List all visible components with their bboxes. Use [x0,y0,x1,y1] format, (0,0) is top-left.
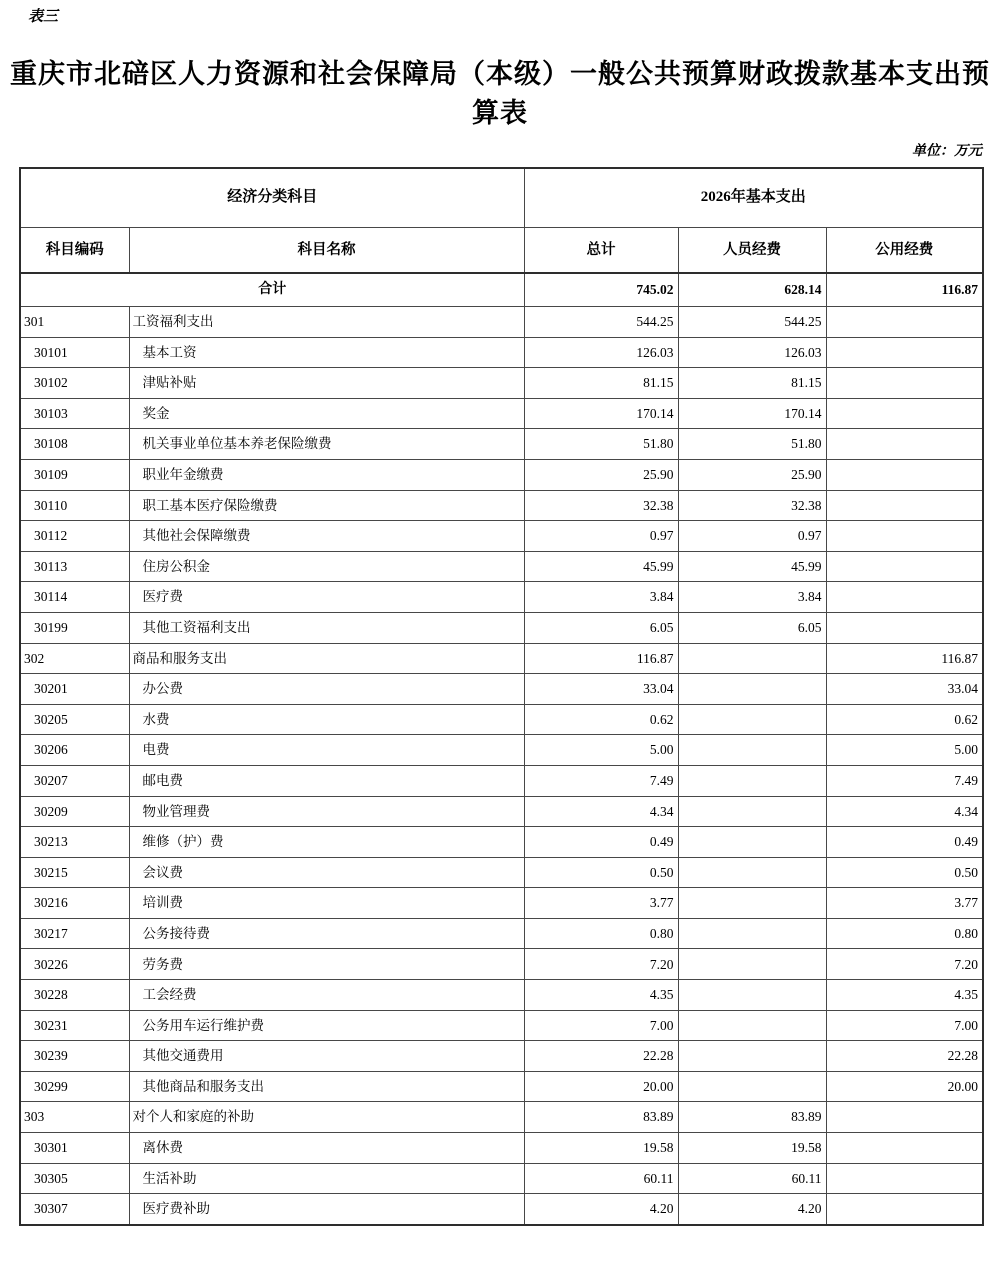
header-subject-name: 科目名称 [129,228,524,274]
subject-name-cell: 邮电费 [129,765,524,796]
subject-code-cell: 30239 [20,1041,129,1072]
total-cell: 0.50 [524,857,678,888]
public-cell: 20.00 [826,1071,983,1102]
personnel-cell [678,674,826,705]
public-cell: 7.00 [826,1010,983,1041]
subject-code-cell: 30109 [20,459,129,490]
personnel-cell: 6.05 [678,612,826,643]
personnel-cell: 45.99 [678,551,826,582]
public-cell [826,307,983,338]
total-cell: 22.28 [524,1041,678,1072]
subject-code-cell: 30299 [20,1071,129,1102]
total-cell: 116.87 [524,643,678,674]
subject-name-cell: 离休费 [129,1133,524,1164]
total-cell: 19.58 [524,1133,678,1164]
total-cell: 25.90 [524,459,678,490]
total-cell: 170.14 [524,398,678,429]
subject-name-cell: 津贴补贴 [129,368,524,399]
public-cell [826,1133,983,1164]
public-cell: 0.50 [826,857,983,888]
personnel-cell: 51.80 [678,429,826,460]
grand-total-label: 合计 [20,273,524,307]
public-cell: 0.49 [826,827,983,858]
subject-name-cell: 机关事业单位基本养老保险缴费 [129,429,524,460]
subject-name-cell: 办公费 [129,674,524,705]
table-row [20,980,983,1011]
subject-code-cell: 301 [20,307,129,338]
personnel-cell: 19.58 [678,1133,826,1164]
total-cell: 0.49 [524,827,678,858]
subject-name-cell: 其他交通费用 [129,1041,524,1072]
subject-code-cell: 302 [20,643,129,674]
header-economic-classification: 经济分类科目 [20,168,524,228]
subject-code-cell: 30108 [20,429,129,460]
subject-code-cell: 30206 [20,735,129,766]
public-cell [826,521,983,552]
public-cell [826,1194,983,1225]
subject-code-cell: 30199 [20,612,129,643]
subject-code-cell: 30112 [20,521,129,552]
personnel-cell: 32.38 [678,490,826,521]
public-cell [826,1102,983,1133]
total-cell: 32.38 [524,490,678,521]
personnel-cell [678,765,826,796]
subject-name-cell: 职业年金缴费 [129,459,524,490]
table-row [20,674,983,705]
table-row [20,857,983,888]
personnel-cell: 126.03 [678,337,826,368]
subject-name-cell: 物业管理费 [129,796,524,827]
grand-total-total: 745.02 [524,273,678,307]
table-row [20,459,983,490]
public-cell: 0.80 [826,918,983,949]
subject-code-cell: 30217 [20,918,129,949]
personnel-cell [678,735,826,766]
total-cell: 6.05 [524,612,678,643]
subject-code-cell: 30209 [20,796,129,827]
public-cell: 22.28 [826,1041,983,1072]
subject-code-cell: 30201 [20,674,129,705]
table-row [20,888,983,919]
total-cell: 0.97 [524,521,678,552]
table-row [20,1102,983,1133]
personnel-cell: 170.14 [678,398,826,429]
total-cell: 81.15 [524,368,678,399]
personnel-cell [678,827,826,858]
total-cell: 4.35 [524,980,678,1011]
personnel-cell [678,1010,826,1041]
subject-code-cell: 30102 [20,368,129,399]
table-row [20,796,983,827]
table-row [20,735,983,766]
page-title: 重庆市北碚区人力资源和社会保障局（本级）一般公共预算财政拨款基本支出预算表 [10,59,990,128]
subject-name-cell: 奖金 [129,398,524,429]
subject-code-cell: 30114 [20,582,129,613]
subject-code-cell: 30110 [20,490,129,521]
table-row [20,612,983,643]
subject-code-cell: 30103 [20,398,129,429]
total-cell: 7.20 [524,949,678,980]
header-personnel-funds: 人员经费 [678,228,826,274]
header-public-funds: 公用经费 [826,228,983,274]
public-cell: 4.34 [826,796,983,827]
public-cell: 4.35 [826,980,983,1011]
header-columns-row [20,228,983,274]
subject-name-cell: 其他工资福利支出 [129,612,524,643]
table-row [20,1071,983,1102]
total-cell: 3.84 [524,582,678,613]
total-cell: 7.00 [524,1010,678,1041]
public-cell [826,551,983,582]
subject-code-cell: 30207 [20,765,129,796]
subject-name-cell: 其他社会保障缴费 [129,521,524,552]
personnel-cell [678,918,826,949]
subject-name-cell: 水费 [129,704,524,735]
subject-name-cell: 生活补助 [129,1163,524,1194]
subject-name-cell: 培训费 [129,888,524,919]
subject-name-cell: 劳务费 [129,949,524,980]
subject-name-cell: 其他商品和服务支出 [129,1071,524,1102]
personnel-cell [678,643,826,674]
public-cell [826,1163,983,1194]
table-number-label: 表三 [28,9,59,25]
unit-note: 单位：万元 [912,144,982,159]
total-cell: 0.62 [524,704,678,735]
table-row [20,582,983,613]
header-group-row [20,168,983,228]
total-cell: 33.04 [524,674,678,705]
total-cell: 3.77 [524,888,678,919]
table-row [20,1133,983,1164]
public-cell [826,612,983,643]
personnel-cell [678,1071,826,1102]
public-cell [826,337,983,368]
personnel-cell [678,980,826,1011]
personnel-cell: 3.84 [678,582,826,613]
subject-name-cell: 住房公积金 [129,551,524,582]
subject-name-cell: 医疗费 [129,582,524,613]
total-cell: 5.00 [524,735,678,766]
total-cell: 4.20 [524,1194,678,1225]
table-row [20,949,983,980]
subject-code-cell: 30216 [20,888,129,919]
personnel-cell [678,888,826,919]
subject-code-cell: 30305 [20,1163,129,1194]
table-row [20,429,983,460]
public-cell [826,429,983,460]
subject-code-cell: 30307 [20,1194,129,1225]
table-row [20,1163,983,1194]
subject-name-cell: 电费 [129,735,524,766]
table-row [20,918,983,949]
subject-name-cell: 维修（护）费 [129,827,524,858]
subject-code-cell: 303 [20,1102,129,1133]
subject-code-cell: 30231 [20,1010,129,1041]
subject-name-cell: 医疗费补助 [129,1194,524,1225]
grand-total-personnel: 628.14 [678,273,826,307]
grand-total-row [20,273,983,307]
subject-name-cell: 职工基本医疗保险缴费 [129,490,524,521]
subject-code-cell: 30113 [20,551,129,582]
table-row [20,521,983,552]
public-cell: 7.49 [826,765,983,796]
table-row [20,704,983,735]
personnel-cell: 4.20 [678,1194,826,1225]
subject-code-cell: 30213 [20,827,129,858]
personnel-cell [678,704,826,735]
public-cell [826,582,983,613]
personnel-cell [678,949,826,980]
personnel-cell [678,796,826,827]
public-cell: 3.77 [826,888,983,919]
total-cell: 4.34 [524,796,678,827]
total-cell: 60.11 [524,1163,678,1194]
table-row [20,827,983,858]
table-row [20,1010,983,1041]
table-row [20,337,983,368]
table-row [20,1041,983,1072]
table-row [20,643,983,674]
public-cell: 5.00 [826,735,983,766]
public-cell [826,459,983,490]
table-row [20,551,983,582]
table-row [20,765,983,796]
subject-code-cell: 30228 [20,980,129,1011]
subject-code-cell: 30101 [20,337,129,368]
personnel-cell: 544.25 [678,307,826,338]
table-row [20,398,983,429]
personnel-cell: 25.90 [678,459,826,490]
personnel-cell [678,857,826,888]
table-row [20,490,983,521]
subject-name-cell: 公务用车运行维护费 [129,1010,524,1041]
personnel-cell: 0.97 [678,521,826,552]
public-cell: 0.62 [826,704,983,735]
subject-name-cell: 会议费 [129,857,524,888]
subject-name-cell: 商品和服务支出 [129,643,524,674]
total-cell: 7.49 [524,765,678,796]
personnel-cell: 83.89 [678,1102,826,1133]
header-2026-basic-expenditure: 2026年基本支出 [524,168,983,228]
total-cell: 0.80 [524,918,678,949]
total-cell: 544.25 [524,307,678,338]
total-cell: 20.00 [524,1071,678,1102]
subject-name-cell: 工资福利支出 [129,307,524,338]
subject-code-cell: 30226 [20,949,129,980]
total-cell: 45.99 [524,551,678,582]
header-total: 总计 [524,228,678,274]
total-cell: 83.89 [524,1102,678,1133]
personnel-cell: 81.15 [678,368,826,399]
table-row [20,368,983,399]
subject-name-cell: 基本工资 [129,337,524,368]
subject-code-cell: 30205 [20,704,129,735]
public-cell: 7.20 [826,949,983,980]
total-cell: 51.80 [524,429,678,460]
public-cell [826,398,983,429]
table-row [20,307,983,338]
personnel-cell: 60.11 [678,1163,826,1194]
public-cell [826,368,983,399]
public-cell [826,490,983,521]
table-row [20,1194,983,1225]
personnel-cell [678,1041,826,1072]
subject-name-cell: 公务接待费 [129,918,524,949]
public-cell: 116.87 [826,643,983,674]
basic-expenditure-budget-table [19,167,984,1226]
public-cell: 33.04 [826,674,983,705]
total-cell: 126.03 [524,337,678,368]
subject-code-cell: 30215 [20,857,129,888]
header-subject-code: 科目编码 [20,228,129,274]
subject-name-cell: 工会经费 [129,980,524,1011]
subject-name-cell: 对个人和家庭的补助 [129,1102,524,1133]
subject-code-cell: 30301 [20,1133,129,1164]
grand-total-public: 116.87 [826,273,983,307]
